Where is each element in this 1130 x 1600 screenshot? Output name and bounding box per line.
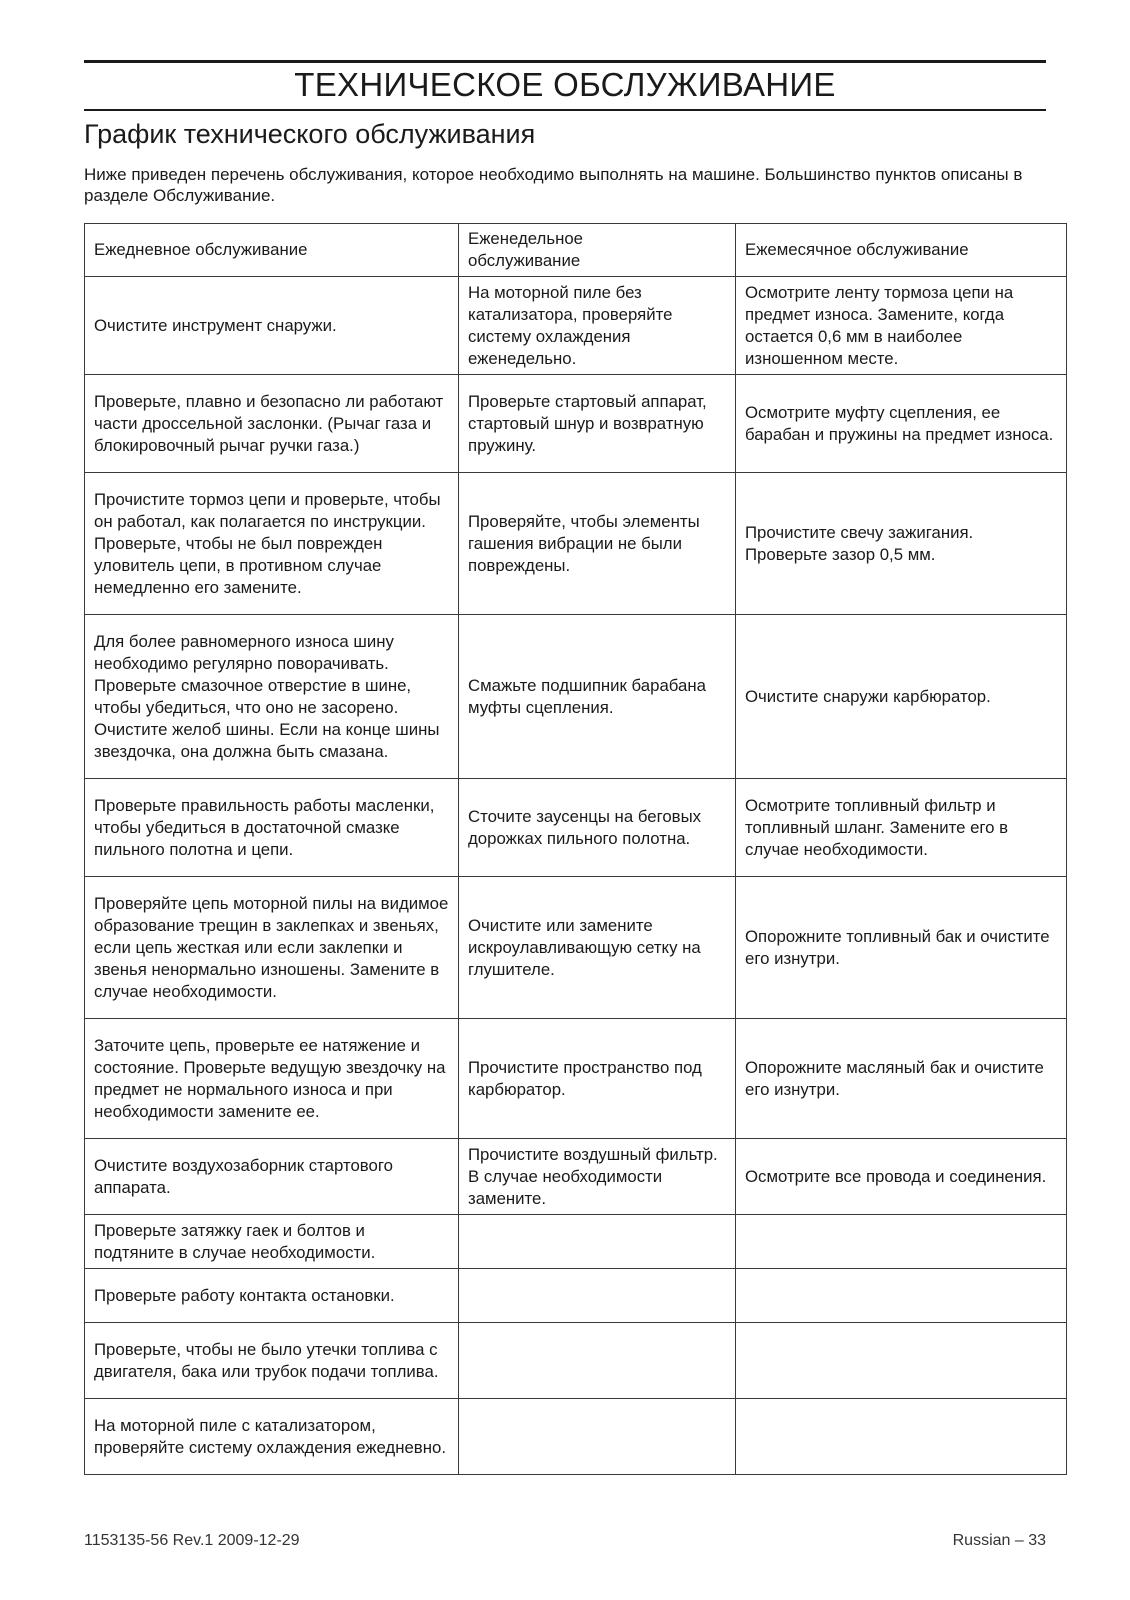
- cell-weekly: [459, 1323, 736, 1399]
- cell-daily: Проверьте работу контакта остановки.: [85, 1269, 459, 1323]
- cell-weekly: Очистите или замените искроулавливающую сетку на глушителе.: [459, 877, 736, 1019]
- cell-weekly: [459, 1215, 736, 1269]
- cell-monthly: [736, 1399, 1067, 1475]
- cell-weekly: Смажьте подшипник барабана муфты сцепления.: [459, 615, 736, 779]
- header-daily: Ежедневное обслуживание: [85, 224, 459, 277]
- table-row: [85, 1399, 1067, 1475]
- header-weekly: Еженедельное обслуживание: [459, 224, 736, 277]
- cell-monthly: Очистите снаружи карбюратор.: [736, 615, 1067, 779]
- maintenance-schedule-table: [84, 223, 1067, 1475]
- cell-daily: Прочистите тормоз цепи и проверьте, чтобы он работал, как полагается по инструкции. Проверьте, чтобы не был поврежден уловитель цепи, в противном случае немедленно его замените.: [85, 473, 459, 615]
- cell-weekly: Проверяйте, чтобы элементы гашения вибрации не были повреждены.: [459, 473, 736, 615]
- table-row: [85, 779, 1067, 877]
- cell-monthly: [736, 1215, 1067, 1269]
- cell-daily: Заточите цепь, проверьте ее натяжение и состояние. Проверьте ведущую звездочку на предмет не нормального износа и при необходимости замените ее.: [85, 1019, 459, 1139]
- cell-monthly: Опорожните топливный бак и очистите его изнутри.: [736, 877, 1067, 1019]
- cell-weekly: Сточите заусенцы на беговых дорожках пильного полотна.: [459, 779, 736, 877]
- header-rule-bottom: [84, 109, 1046, 111]
- footer-page-label: Russian – 33: [952, 1532, 1046, 1549]
- table-header-row: [85, 224, 1067, 277]
- cell-weekly: [459, 1269, 736, 1323]
- cell-daily: Проверьте, чтобы не было утечки топлива с двигателя, бака или трубок подачи топлива.: [85, 1323, 459, 1399]
- header-rule-top: [84, 60, 1046, 63]
- table-row: [85, 615, 1067, 779]
- page-title: График технического обслуживания: [84, 119, 536, 149]
- table-row: [85, 1139, 1067, 1215]
- table-row: [85, 277, 1067, 375]
- intro-paragraph: Ниже приведен перечень обслуживания, которое необходимо выполнять на машине. Большинство пунктов описаны в разделе Обслуживание.: [84, 165, 1023, 205]
- footer-doc-code: 1153135-56 Rev.1 2009-12-29: [84, 1532, 300, 1549]
- cell-monthly: [736, 1323, 1067, 1399]
- table-row: [85, 1323, 1067, 1399]
- table-row: [85, 473, 1067, 615]
- cell-daily: Для более равномерного износа шину необходимо регулярно поворачивать. Проверьте смазочное отверстие в шине, чтобы убедиться, что оно не засорено. Очистите желоб шины. Если на конце шины звездочка, она должна быть смазана.: [85, 615, 459, 779]
- cell-weekly: Прочистите воздушный фильтр. В случае необходимости замените.: [459, 1139, 736, 1215]
- cell-daily: На моторной пиле с катализатором, проверяйте систему охлаждения ежедневно.: [85, 1399, 459, 1475]
- table-row: [85, 375, 1067, 473]
- cell-daily: Проверьте затяжку гаек и болтов и подтяните в случае необходимости.: [85, 1215, 459, 1269]
- cell-monthly: Прочистите свечу зажигания. Проверьте зазор 0,5 мм.: [736, 473, 1067, 615]
- cell-monthly: Осмотрите все провода и соединения.: [736, 1139, 1067, 1215]
- cell-daily: Очистите инструмент снаружи.: [85, 277, 459, 375]
- header-monthly: Ежемесячное обслуживание: [736, 224, 1067, 277]
- table-row: [85, 1269, 1067, 1323]
- cell-monthly: Осмотрите муфту сцепления, ее барабан и пружины на предмет износа.: [736, 375, 1067, 473]
- cell-monthly: Осмотрите топливный фильтр и топливный шланг. Замените его в случае необходимости.: [736, 779, 1067, 877]
- cell-daily: Проверьте, плавно и безопасно ли работают части дроссельной заслонки. (Рычаг газа и блокировочный рычаг ручки газа.): [85, 375, 459, 473]
- cell-weekly: Проверьте стартовый аппарат, стартовый шнур и возвратную пружину.: [459, 375, 736, 473]
- cell-daily: Проверьте правильность работы масленки, чтобы убедиться в достаточной смазке пильного полотна и цепи.: [85, 779, 459, 877]
- table-row: [85, 1215, 1067, 1269]
- table-row: [85, 1019, 1067, 1139]
- cell-monthly: Осмотрите ленту тормоза цепи на предмет износа. Замените, когда остается 0,6 мм в наиболее изношенном месте.: [736, 277, 1067, 375]
- cell-monthly: [736, 1269, 1067, 1323]
- cell-weekly: [459, 1399, 736, 1475]
- cell-daily: Проверяйте цепь моторной пилы на видимое образование трещин в заклепках и звеньях, если цепь жесткая или если заклепки и звенья ненормально изношены. Замените в случае необходимости.: [85, 877, 459, 1019]
- section-title: ТЕХНИЧЕСКОЕ ОБСЛУЖИВАНИЕ: [294, 66, 836, 103]
- cell-daily: Очистите воздухозаборник стартового аппарата.: [85, 1139, 459, 1215]
- table-row: [85, 877, 1067, 1019]
- cell-weekly: На моторной пиле без катализатора, проверяйте систему охлаждения еженедельно.: [459, 277, 736, 375]
- cell-weekly: Прочистите пространство под карбюратор.: [459, 1019, 736, 1139]
- cell-monthly: Опорожните масляный бак и очистите его изнутри.: [736, 1019, 1067, 1139]
